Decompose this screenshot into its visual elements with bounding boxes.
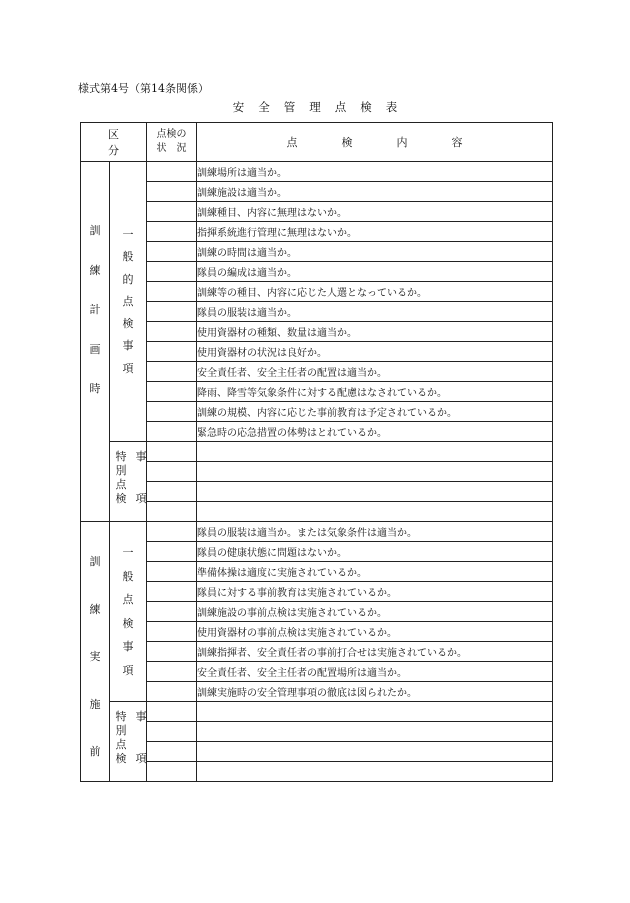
general-label-char: 般 <box>122 569 134 583</box>
status-cell[interactable] <box>147 742 197 762</box>
special-item-blank[interactable] <box>197 442 553 462</box>
special-label-char: 検 <box>115 752 127 765</box>
header-status: 点検の 状 況 <box>147 123 197 162</box>
title-char: 点 <box>334 100 347 114</box>
special-label-char <box>134 724 148 738</box>
inspection-item: 訓練施設は適当か。 <box>197 182 553 202</box>
inspection-item: 使用資器材の事前点検は実施されているか。 <box>197 622 553 642</box>
status-cell[interactable] <box>147 302 197 322</box>
inspection-table <box>80 122 553 782</box>
special-label-char: 事 <box>135 710 147 723</box>
table-row <box>81 182 553 202</box>
general-label-char: 点 <box>122 593 134 606</box>
table-row <box>81 322 553 342</box>
section-label-char: 実 <box>89 650 101 663</box>
general-label-char: 項 <box>122 663 134 677</box>
special-label-char <box>134 464 148 478</box>
inspection-item: 安全責任者、安全主任者の配置は適当か。 <box>197 362 553 382</box>
table-row <box>81 522 553 542</box>
status-cell[interactable] <box>147 702 197 722</box>
table-row <box>81 342 553 362</box>
inspection-item: 訓練実施時の安全管理事項の徹底は図られたか。 <box>197 682 553 702</box>
inspection-item: 訓練の時間は適当か。 <box>197 242 553 262</box>
special-item-blank[interactable] <box>197 702 553 722</box>
status-cell[interactable] <box>147 382 197 402</box>
table-row <box>81 642 553 662</box>
inspection-item: 緊急時の応急措置の体勢はとれているか。 <box>197 422 553 442</box>
status-cell[interactable] <box>147 342 197 362</box>
special-label-char: 検 <box>115 492 127 505</box>
inspection-item: 訓練の規模、内容に応じた事前教育は予定されているか。 <box>197 402 553 422</box>
title-char: 理 <box>309 100 321 114</box>
general-label-char: 点 <box>122 294 134 308</box>
general-group-label <box>110 522 147 702</box>
inspection-item: 隊員に対する事前教育は実施されているか。 <box>197 582 553 602</box>
inspection-item: 訓練種目、内容に無理はないか。 <box>197 202 553 222</box>
special-label-char: 特 <box>115 710 127 723</box>
table-row <box>81 382 553 402</box>
special-item-blank[interactable] <box>197 742 553 762</box>
table-row <box>81 742 553 762</box>
status-cell[interactable] <box>147 282 197 302</box>
status-cell[interactable] <box>147 322 197 342</box>
inspection-item: 安全責任者、安全主任者の配置場所は適当か。 <box>197 662 553 682</box>
title-char: 表 <box>385 100 398 114</box>
status-cell[interactable] <box>147 762 197 782</box>
table-row <box>81 562 553 582</box>
status-cell[interactable] <box>147 542 197 562</box>
general-label-char: 項 <box>122 361 134 375</box>
general-label-char: 般 <box>122 250 134 264</box>
status-cell[interactable] <box>147 422 197 442</box>
header-row <box>81 123 553 162</box>
inspection-item: 使用資器材の状況は良好か。 <box>197 342 553 362</box>
table-row <box>81 422 553 442</box>
status-cell[interactable] <box>147 602 197 622</box>
special-label-char: 特 <box>115 450 127 463</box>
special-label-char: 別 <box>115 464 127 477</box>
status-cell[interactable] <box>147 442 197 462</box>
title-char: 全 <box>258 100 270 114</box>
section-label-char: 練 <box>89 602 101 616</box>
special-label-char: 事 <box>135 450 147 463</box>
table-row <box>81 722 553 742</box>
table-row <box>81 462 553 482</box>
general-label-char: 的 <box>122 272 134 286</box>
special-item-blank[interactable] <box>197 762 553 782</box>
general-label-char: 事 <box>122 339 134 353</box>
status-cell[interactable] <box>147 642 197 662</box>
special-item-blank[interactable] <box>197 462 553 482</box>
inspection-item: 訓練指揮者、安全責任者の事前打合せは実施されているか。 <box>197 642 553 662</box>
title-char: 管 <box>283 100 296 114</box>
section-label-char: 時 <box>89 382 101 395</box>
table-row <box>81 362 553 382</box>
document-title <box>0 99 630 115</box>
status-cell[interactable] <box>147 462 197 482</box>
status-cell[interactable] <box>147 262 197 282</box>
table-row <box>81 602 553 622</box>
header-category: 区分 <box>81 123 147 162</box>
general-label-char: 検 <box>122 317 134 331</box>
inspection-item: 指揮系統進行管理に無理はないか。 <box>197 222 553 242</box>
inspection-item: 降雨、降雪等気象条件に対する配慮はなされているか。 <box>197 382 553 402</box>
inspection-item: 訓練施設の事前点検は実施されているか。 <box>197 602 553 622</box>
table-row <box>81 202 553 222</box>
table-row <box>81 242 553 262</box>
status-cell[interactable] <box>147 242 197 262</box>
table-row <box>81 262 553 282</box>
special-label-char: 項 <box>135 492 147 505</box>
general-label-char: 事 <box>122 640 134 653</box>
section-label-char: 画 <box>89 342 101 356</box>
status-cell[interactable] <box>147 222 197 242</box>
status-cell[interactable] <box>147 622 197 642</box>
table-body <box>81 162 553 782</box>
section-label-char: 訓 <box>89 555 101 568</box>
inspection-item: 訓練等の種目、内容に応じた人選となっているか。 <box>197 282 553 302</box>
special-label-char: 別 <box>115 724 127 737</box>
table-row <box>81 282 553 302</box>
general-group-label <box>110 162 147 442</box>
table-row <box>81 662 553 682</box>
inspection-item: 隊員の編成は適当か。 <box>197 262 553 282</box>
table-row <box>81 222 553 242</box>
table-row <box>81 762 553 782</box>
general-label-char: 一 <box>122 546 134 559</box>
title-char: 安 <box>232 100 245 114</box>
inspection-item: 使用資器材の種類、数量は適当か。 <box>197 322 553 342</box>
table-row <box>81 582 553 602</box>
inspection-item: 隊員の服装は適当か。 <box>197 302 553 322</box>
status-cell[interactable] <box>147 362 197 382</box>
special-label-char: 点 <box>115 738 127 751</box>
table-row <box>81 702 553 722</box>
section-label-char: 練 <box>89 263 101 277</box>
inspection-item: 隊員の服装は適当か。または気象条件は適当か。 <box>197 522 553 542</box>
status-cell[interactable] <box>147 522 197 542</box>
title-char: 検 <box>360 100 372 114</box>
section-label-char: 施 <box>89 697 101 711</box>
special-item-blank[interactable] <box>197 722 553 742</box>
general-label-char: 一 <box>122 228 134 241</box>
special-item-blank[interactable] <box>197 482 553 502</box>
status-cell[interactable] <box>147 582 197 602</box>
status-cell[interactable] <box>147 502 197 522</box>
status-cell[interactable] <box>147 202 197 222</box>
table-row <box>81 482 553 502</box>
status-cell[interactable] <box>147 562 197 582</box>
status-cell[interactable] <box>147 482 197 502</box>
inspection-item: 準備体操は適度に実施されているか。 <box>197 562 553 582</box>
special-group-label <box>110 702 147 782</box>
status-cell[interactable] <box>147 182 197 202</box>
table-row <box>81 502 553 522</box>
special-item-blank[interactable] <box>197 502 553 522</box>
header-content: 点 検 内 容 <box>197 123 553 162</box>
general-label-char: 検 <box>122 616 134 630</box>
inspection-item: 隊員の健康状態に問題はないか。 <box>197 542 553 562</box>
status-cell[interactable] <box>147 162 197 182</box>
status-cell[interactable] <box>147 722 197 742</box>
table-row <box>81 402 553 422</box>
table-row <box>81 162 553 182</box>
table-row <box>81 682 553 702</box>
table-row <box>81 542 553 562</box>
section-label-char: 計 <box>89 303 101 316</box>
special-group-label <box>110 442 147 522</box>
inspection-item: 訓練場所は適当か。 <box>197 162 553 182</box>
table-row <box>81 302 553 322</box>
special-label-char: 項 <box>135 752 147 765</box>
special-label-char <box>134 478 148 492</box>
table-row <box>81 622 553 642</box>
status-cell[interactable] <box>147 682 197 702</box>
status-cell[interactable] <box>147 662 197 682</box>
status-cell[interactable] <box>147 402 197 422</box>
section-label-char: 訓 <box>89 224 101 237</box>
special-label-char <box>134 738 148 752</box>
special-label-char: 点 <box>115 478 127 491</box>
section-label-char: 前 <box>89 745 101 758</box>
table-row <box>81 442 553 462</box>
form-number: 様式第4号（第14条関係） <box>78 82 209 95</box>
